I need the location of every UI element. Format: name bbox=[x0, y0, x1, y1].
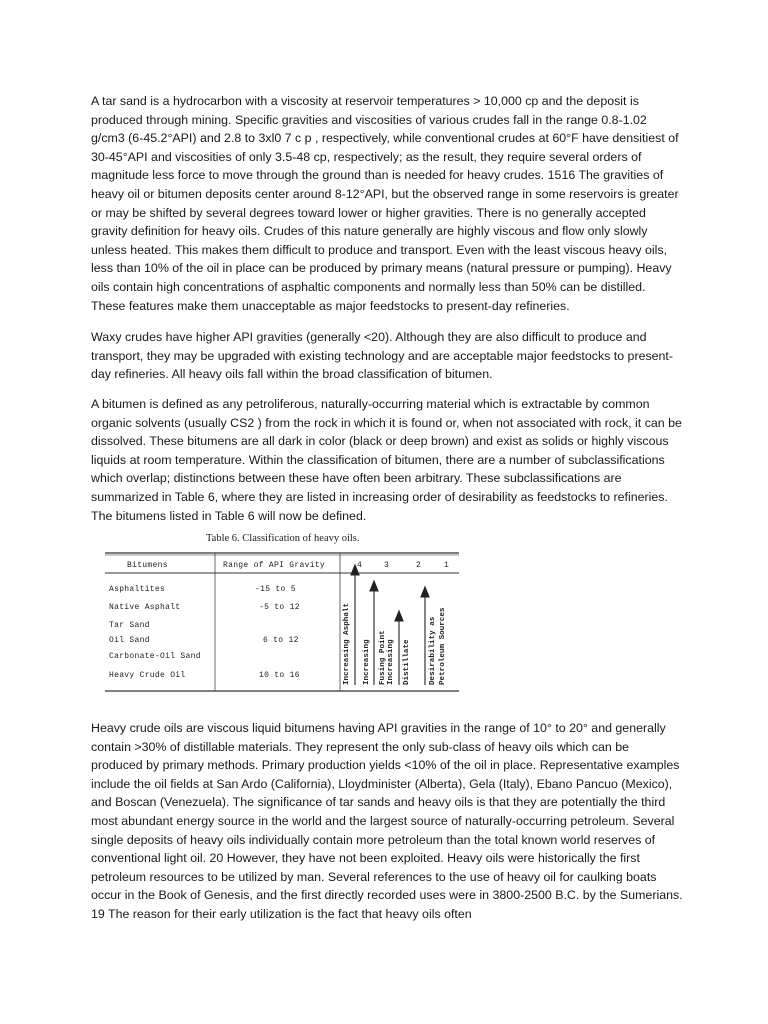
row-tar-sand-name: Tar Sand bbox=[109, 621, 150, 630]
arrow-up-icon bbox=[370, 581, 378, 591]
table-6-figure bbox=[103, 535, 460, 696]
header-bitumens: Bitumens bbox=[127, 561, 168, 570]
paragraph-tar-sand: A tar sand is a hydrocarbon with a viscosity at reservoir temperatures > 10,000 cp and the deposit is produced through mining. Specific gravities and viscosities of various crudes fall in the range 0.8-1.02 g/cm3 (6-45.2°API) and 2.8 to 3xl0 7 c p , respectively, while conventional crudes at 60°F have densitiest of 30-45°API and viscosities of only 3.5-48 cp, respectively; as the result, they require several orders of magnitude less force to move through the ground than is needed for heavy crudes. 1516 The gravities of heavy oil or bitumen deposits center around 8-12°API, but the observed range in some reservoirs is greater or may be shifted by several degrees toward lower or higher gravities. There is no generally accepted gravity definition for heavy oils. Crudes of this nature generally are highly viscous and flow only slowly unless heated. This makes them difficult to produce and transport. Even with the least viscous heavy oils, less than 10% of the oil in place can be produced by primary means (natural pressure or pumping). Heavy oils contain high concentrations of asphaltic components and normally less than 50% can be distilled. These features make them unacceptable as major feedstocks to present-day refineries. bbox=[91, 94, 679, 313]
table-caption: Table 6. Classification of heavy oils. bbox=[206, 533, 360, 544]
paragraph-heavy-crude-oils: Heavy crude oils are viscous liquid bitumens having API gravities in the range of 10° to 20° and generally contain >30% of distillable materials. They represent the only sub-class of heavy oils which can be produced by primary methods. Primary production yields <10% of the oil in place. Representative examples include the oil fields at San Ardo (California), Lloydminister (Alberta), Gela (Italy), Ebano Pancuo (Mexico), and Boscan (Venezuela). The significance of tar sands and heavy oils is that they are potentially the third most abundant energy source in the world and the largest source of naturally-occurring petroleum. Several single deposits of heavy oils individually contain more petroleum than the total known world reserves of conventional light oil. 20 However, they have not been exploited. Heavy oils were historically the first petroleum resources to be utilized by man. Several references to the use of heavy oil for caulking boats occur in the Book of Genesis, and the first directly recorded uses were in 3800-2500 B.C. by the Sumerians. 19 The reason for their early utilization is the fact that heavy oils often bbox=[91, 721, 683, 921]
label-increasing-distillate-1: Increasing bbox=[387, 639, 395, 685]
row-native-asphalt-range: -5 to 12 bbox=[259, 603, 300, 612]
label-desirability-2: Petroleum Sources bbox=[439, 607, 447, 685]
header-rank-1: 1 bbox=[444, 561, 450, 570]
label-increasing-distillate-2: Distillate bbox=[403, 639, 411, 685]
row-native-asphalt-name: Native Asphalt bbox=[109, 603, 181, 612]
arrow-up-icon bbox=[421, 587, 429, 597]
paragraph-waxy-crudes: Waxy crudes have higher API gravities (generally <20). Although they are also difficult to produce and transport, they may be upgraded with existing technology and are acceptable major feedstocks to present-day refineries. All heavy oils fall within the broad classification of bitumen. bbox=[91, 330, 674, 382]
header-api-gravity: Range of API Gravity bbox=[223, 561, 326, 570]
row-oil-sand-range: 6 to 12 bbox=[263, 636, 299, 645]
row-oil-sand-name: Oil Sand bbox=[109, 636, 150, 645]
row-carbonate-oil-sand-name: Carbonate-Oil Sand bbox=[109, 652, 201, 661]
row-heavy-crude-oil-name: Heavy Crude Oil bbox=[109, 671, 186, 680]
header-rank-4: 4 bbox=[357, 561, 363, 570]
label-increasing-fusing-1: Increasing bbox=[363, 639, 371, 685]
label-increasing-asphalt: Increasing Asphalt bbox=[343, 602, 351, 685]
header-rank-3: 3 bbox=[384, 561, 390, 570]
label-desirability-1: Desirability as bbox=[429, 616, 437, 685]
header-rank-2: 2 bbox=[416, 561, 422, 570]
row-heavy-crude-oil-range: 10 to 16 bbox=[259, 671, 300, 680]
paragraph-bitumen-definition: A bitumen is defined as any petroliferous, naturally-occurring material which is extractable by common organic solvents (usually CS2 ) from the rock in which it is found or, when not associated with rock, it can be dissolved. These bitumens are all dark in color (black or deep brown) and exist as solids or highly viscous liquids at room temperature. Within the classification of bitumen, there are a number of subclassifications which overlap; distinctions between these have often been arbitrary. These subclassifications are summarized in Table 6, where they are listed in increasing order of desirability as feedstocks to refineries. The bitumens listed in Table 6 will now be defined. bbox=[91, 397, 682, 523]
row-asphaltites-name: Asphaltites bbox=[109, 585, 166, 594]
row-asphaltites-range: -15 to 5 bbox=[255, 585, 296, 594]
label-increasing-fusing-2: Fusing Point bbox=[379, 630, 387, 685]
arrow-up-icon bbox=[395, 611, 403, 621]
